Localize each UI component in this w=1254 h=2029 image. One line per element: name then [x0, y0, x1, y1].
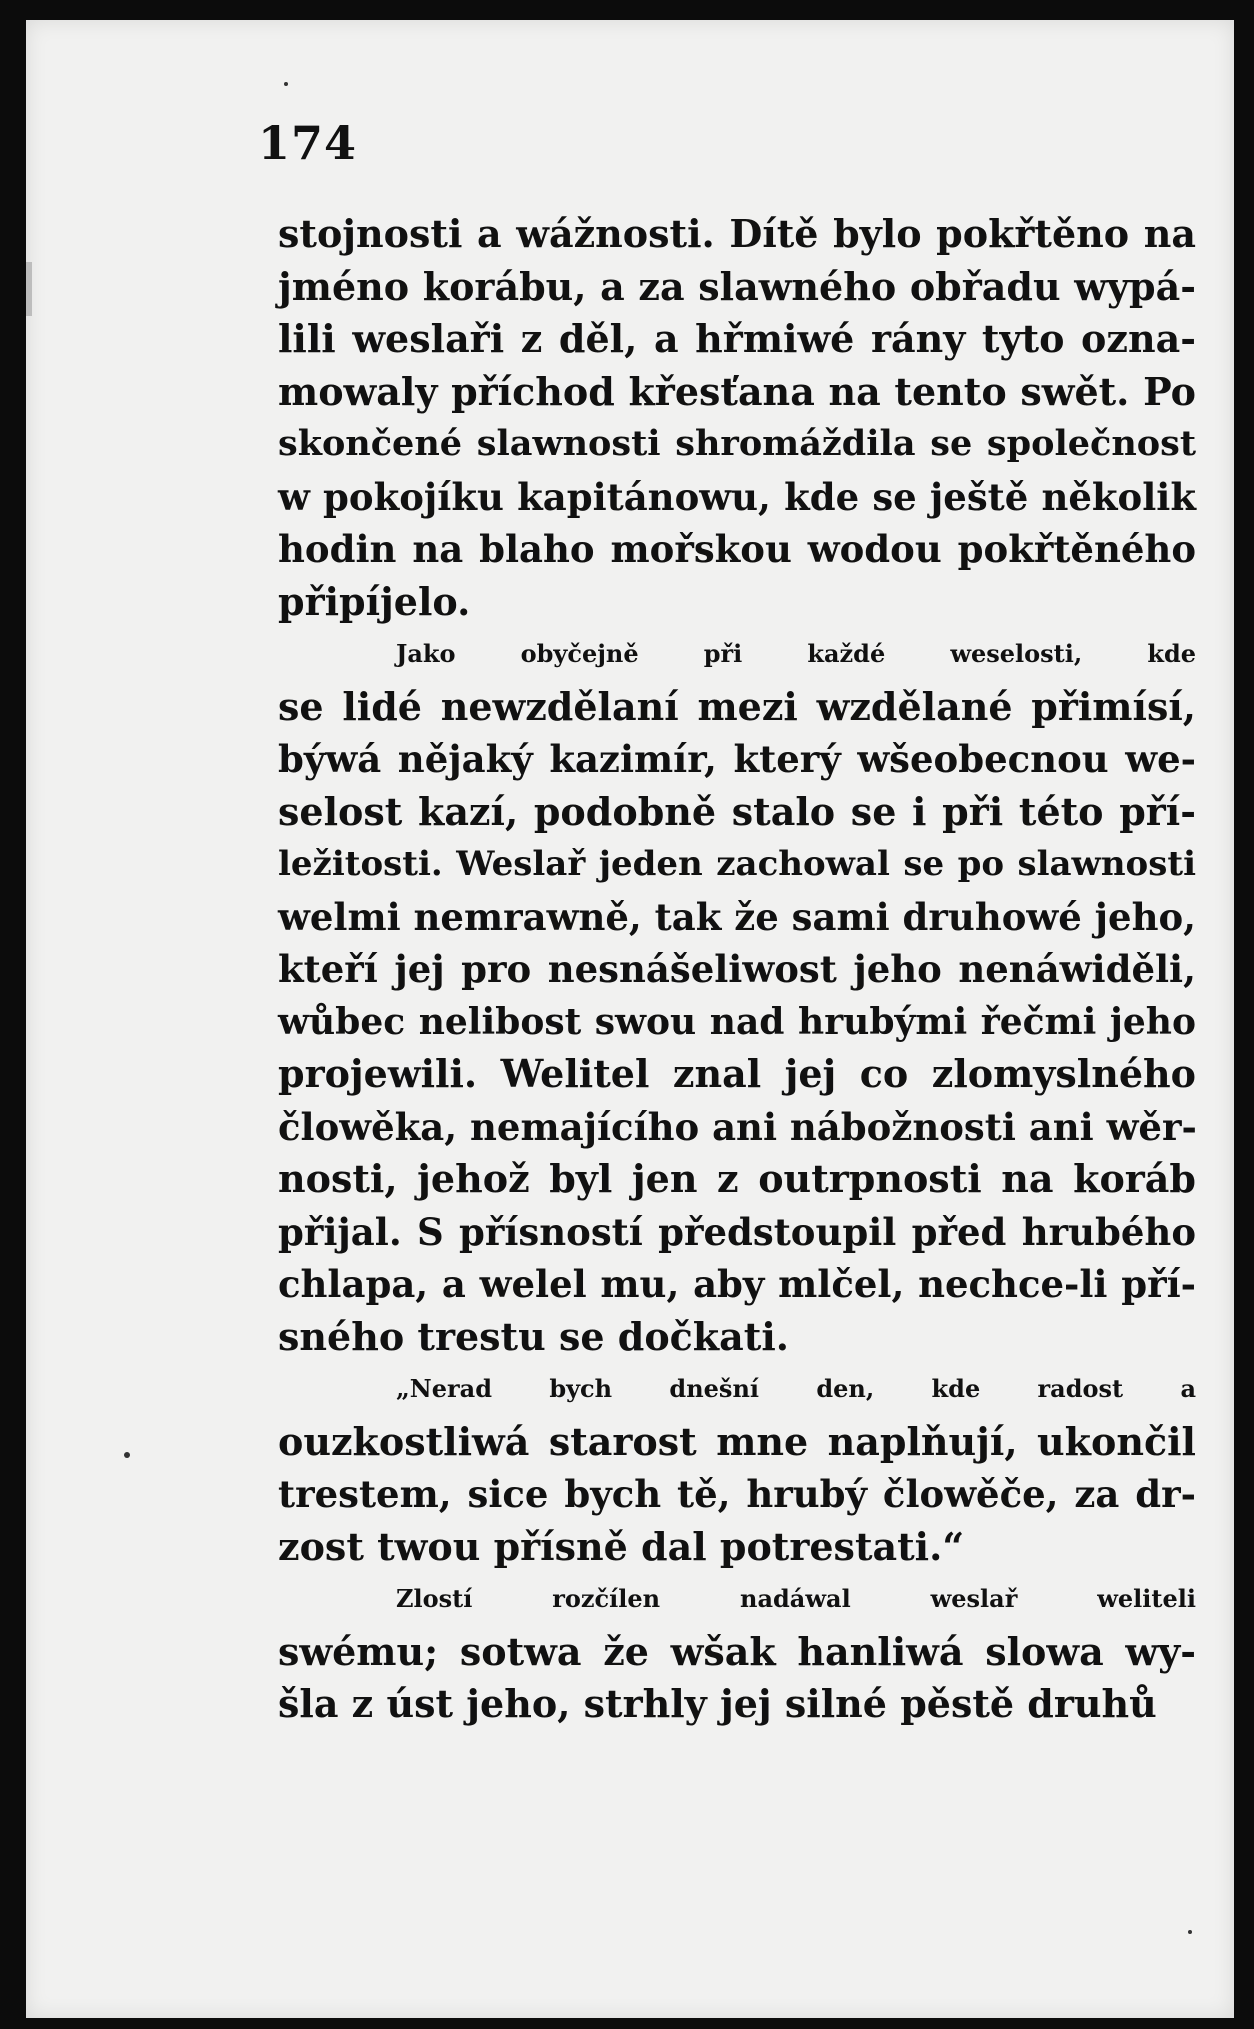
paragraph — [278, 628, 1196, 1363]
book-page — [26, 20, 1234, 2018]
text-line: mowaly příchod křesťana na tento swět. Po — [278, 368, 1196, 414]
text-line: připíjelo. — [278, 578, 471, 624]
paragraph — [278, 208, 1196, 628]
paragraph — [278, 1573, 1196, 1731]
text-line: zost twou přísně dal potrestati.“ — [278, 1523, 965, 1569]
text-line: chlapa, a welel mu, aby mlčel, nechce-li pří- — [278, 1262, 1196, 1306]
page-number: 174 — [258, 116, 358, 170]
text-line: wůbec nelibost swou nad hrubými řečmi jeho — [278, 1000, 1196, 1043]
paragraph — [278, 1363, 1196, 1573]
text-line: lili weslaři z děl, a hřmiwé rány tyto ozna- — [278, 316, 1196, 361]
dust-speck — [284, 82, 288, 86]
text-line: sného trestu se dočkati. — [278, 1313, 789, 1359]
text-line: swému; sotwa že wšak hanliwá slowa wy- — [278, 1628, 1196, 1674]
text-line: hodin na blaho mořskou wodou pokřtěného — [278, 527, 1196, 571]
text-line: trestem, sice bych tě, hrubý člowěče, za dr- — [278, 1472, 1196, 1516]
text-line: Zlostí rozčílen nadáwal weslař weliteli — [396, 1584, 1196, 1613]
text-line: selost kazí, podobně stalo se i při této pří- — [278, 788, 1196, 834]
text-line: ležitosti. Weslař jeden zachowal se po slawnosti — [278, 844, 1196, 884]
text-line: projewili. Welitel znal jej co zlomyslného — [278, 1051, 1196, 1096]
text-line: šla z úst jeho, strhly jej silné pěstě druhů — [278, 1681, 1157, 1726]
text-line: přijal. S přísností předstoupil před hrubého — [278, 1209, 1196, 1254]
text-line: stojnosti a wážnosti. Dítě bylo pokřtěno na — [278, 211, 1196, 256]
text-line: člowěka, nemajícího ani nábožnosti ani wěr- — [278, 1104, 1197, 1149]
page-edge-mark — [26, 262, 32, 316]
text-line: kteří jej pro nesnášeliwost jeho nenáwiděli, — [278, 947, 1196, 991]
text-line: býwá nějaký kazimír, který wšeobecnou we- — [278, 737, 1196, 781]
text-line: welmi nemrawně, tak že sami druhowé jeho, — [278, 894, 1197, 939]
text-line: w pokojíku kapitánowu, kde se ještě několik — [278, 474, 1196, 519]
text-line: skončené slawnosti shromáždila se společnost — [278, 423, 1196, 464]
text-line: ouzkostliwá starost mne naplňují, ukončil — [278, 1418, 1196, 1464]
dust-speck — [1188, 1930, 1192, 1934]
text-line: nosti, jehož byl jen z outrpnosti na koráb — [278, 1156, 1196, 1201]
text-line: jméno korábu, a za slawného obřadu wypá- — [278, 263, 1196, 309]
text-line: Jako obyčejně při každé weselosti, kde — [396, 639, 1196, 668]
text-line: „Nerad bych dnešní den, kde radost a — [396, 1374, 1196, 1403]
dust-speck — [124, 1452, 130, 1458]
text-line: se lidé newzdělaní mezi wzdělané přimísí, — [278, 683, 1196, 729]
body-text — [278, 208, 1196, 1731]
